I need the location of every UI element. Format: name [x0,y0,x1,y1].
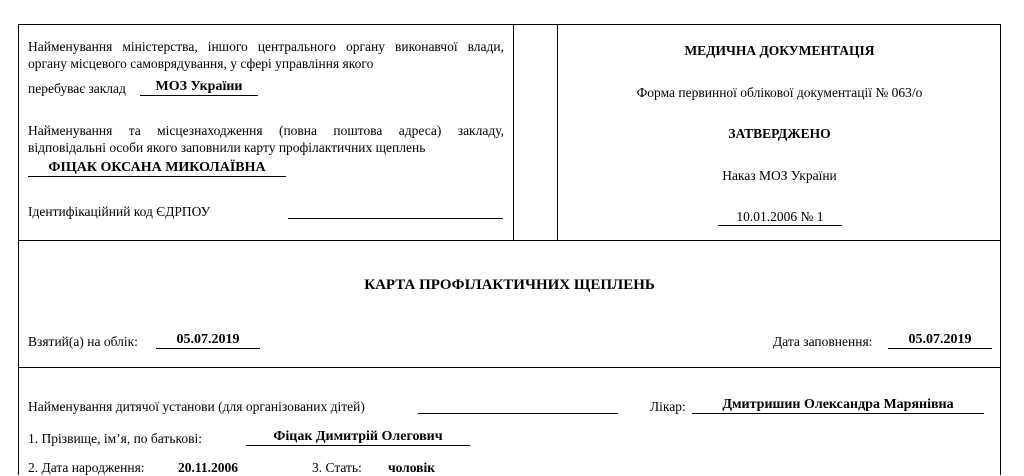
edrpou-field[interactable] [288,201,503,219]
border-left [18,24,19,475]
row-divider-2 [18,367,1001,368]
ministry-value: МОЗ України [140,78,258,96]
approved-label: ЗАТВЕРДЖЕНО [728,126,831,141]
edrpou-label: Ідентифікаційний код ЄДРПОУ [28,204,211,219]
dob-label: 2. Дата народження: [28,460,145,475]
institution-label: Найменування дитячої установи (для організованих дітей) [28,399,365,414]
sex-label: 3. Стать: [312,460,362,475]
ministry-label: Найменування міністерства, іншого центрального органу виконавчої влади, органу місцевого самоврядування, у сфері управління якого [28,39,504,71]
border-top [18,24,1001,25]
row-divider-1 [18,240,1001,241]
doctor-label: Лікар: [650,399,686,414]
facility-label: Найменування та місцезнаходження (повна поштова адреса) закладу, відповідальні особи якого заповнили карту профілактичних щеплень [28,123,504,155]
name-value: Фіцак Димитрій Олегович [246,428,470,446]
ministry-label-tail: перебуває заклад [28,81,126,96]
order-date: 10.01.2006 № 1 [718,208,842,226]
name-label: 1. Прізвище, ім’я, по батькові: [28,431,202,446]
doctor-value: Дмитришин Олександра Марянівна [692,396,984,414]
dob-value: 20.11.2006 [178,460,239,475]
facility-value: ФІЦАК ОКСАНА МИКОЛАЇВНА [28,159,286,177]
institution-field[interactable] [418,396,618,414]
registered-value: 05.07.2019 [156,331,260,349]
filled-label: Дата заповнення: [773,334,873,349]
order-label: Наказ МОЗ України [722,168,837,183]
filled-value: 05.07.2019 [888,331,992,349]
medical-doc-title: МЕДИЧНА ДОКУМЕНТАЦІЯ [684,43,875,58]
header-divider-1 [513,24,514,240]
form-line: Форма первинної облікової документації № 063/о [636,85,923,100]
card-title: КАРТА ПРОФІЛАКТИЧНИХ ЩЕПЛЕНЬ [364,277,655,293]
registered-label: Взятий(а) на облік: [28,334,138,349]
sex-value: чоловік [388,460,435,475]
